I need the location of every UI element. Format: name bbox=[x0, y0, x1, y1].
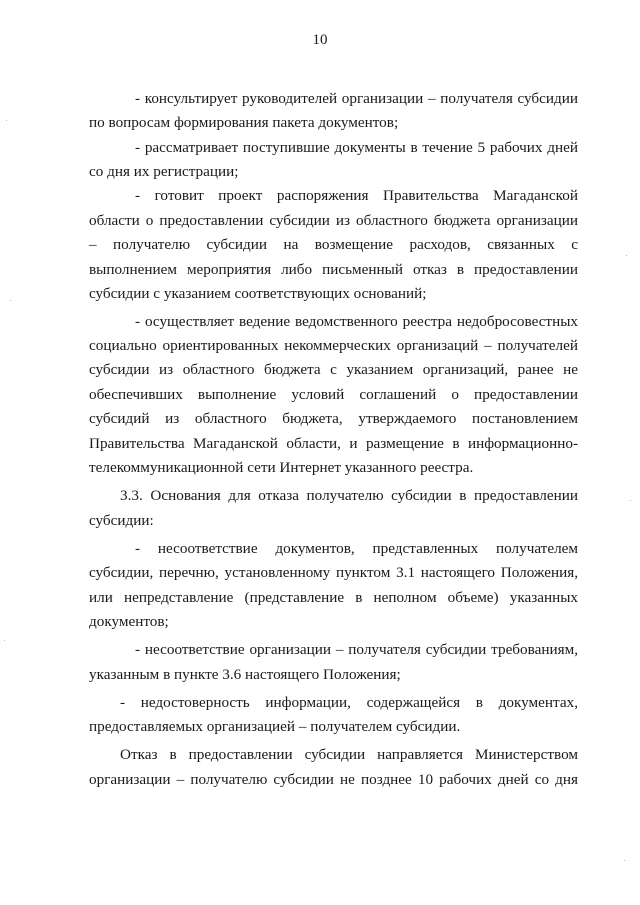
text-line: области о предоставлении субсидии из областного бюджета организации bbox=[89, 212, 578, 229]
text-line: - несоответствие документов, представленных получателем bbox=[135, 540, 578, 557]
text-line: - готовит проект распоряжения Правительства Магаданской bbox=[135, 187, 578, 204]
text-line: документов; bbox=[89, 613, 169, 630]
text-line: 3.3. Основания для отказа получателю субсидии в предоставлении bbox=[120, 487, 578, 504]
text-line: или непредставление (представление в неполном объеме) указанных bbox=[89, 589, 578, 606]
text-line: - консультирует руководителей организации – получателя субсидии bbox=[135, 90, 578, 107]
scan-speck bbox=[630, 500, 631, 501]
scan-speck bbox=[4, 640, 5, 641]
text-line: субсидии из областного бюджета с указанием организаций, ранее не bbox=[89, 361, 578, 378]
text-line: - несоответствие организации – получателя субсидии требованиям, bbox=[135, 641, 578, 658]
text-line: социально ориентированных некоммерческих организаций – получателей bbox=[89, 337, 578, 354]
text-line: субсидии: bbox=[89, 512, 154, 529]
scan-speck bbox=[10, 300, 11, 301]
text-line: обеспечивших выполнение условий соглашений о предоставлении bbox=[89, 386, 578, 403]
scan-speck bbox=[624, 860, 625, 861]
text-line: - осуществляет ведение ведомственного реестра недобросовестных bbox=[135, 313, 578, 330]
scan-speck bbox=[6, 120, 7, 121]
text-line: Отказ в предоставлении субсидии направляется Министерством bbox=[120, 746, 578, 763]
text-line: – получателю субсидии на возмещение расходов, связанных с bbox=[89, 236, 578, 253]
text-line: субсидий из областного бюджета, утверждаемого постановлением bbox=[89, 410, 578, 427]
text-line: со дня их регистрации; bbox=[89, 163, 239, 180]
scan-speck bbox=[626, 255, 627, 256]
text-line: указанным в пункте 3.6 настоящего Положения; bbox=[89, 666, 401, 683]
text-line: субсидии с указанием соответствующих оснований; bbox=[89, 285, 427, 302]
text-line: Правительства Магаданской области, и размещение в информационно- bbox=[89, 435, 578, 452]
text-line: - недостоверность информации, содержащейся в документах, bbox=[120, 694, 578, 711]
text-line: организации – получателю субсидии не позднее 10 рабочих дней со дня bbox=[89, 771, 578, 788]
page-number: 10 bbox=[312, 32, 328, 48]
text-line: - рассматривает поступившие документы в течение 5 рабочих дней bbox=[135, 139, 578, 156]
text-line: предоставляемых организацией – получателем субсидии. bbox=[89, 718, 461, 735]
text-line: по вопросам формирования пакета документов; bbox=[89, 114, 399, 131]
text-line: субсидии, перечню, установленному пунктом 3.1 настоящего Положения, bbox=[89, 564, 578, 581]
text-line: выполнением мероприятия либо письменный отказ в предоставлении bbox=[89, 261, 578, 278]
text-line: телекоммуникационной сети Интернет указанного реестра. bbox=[89, 459, 474, 476]
